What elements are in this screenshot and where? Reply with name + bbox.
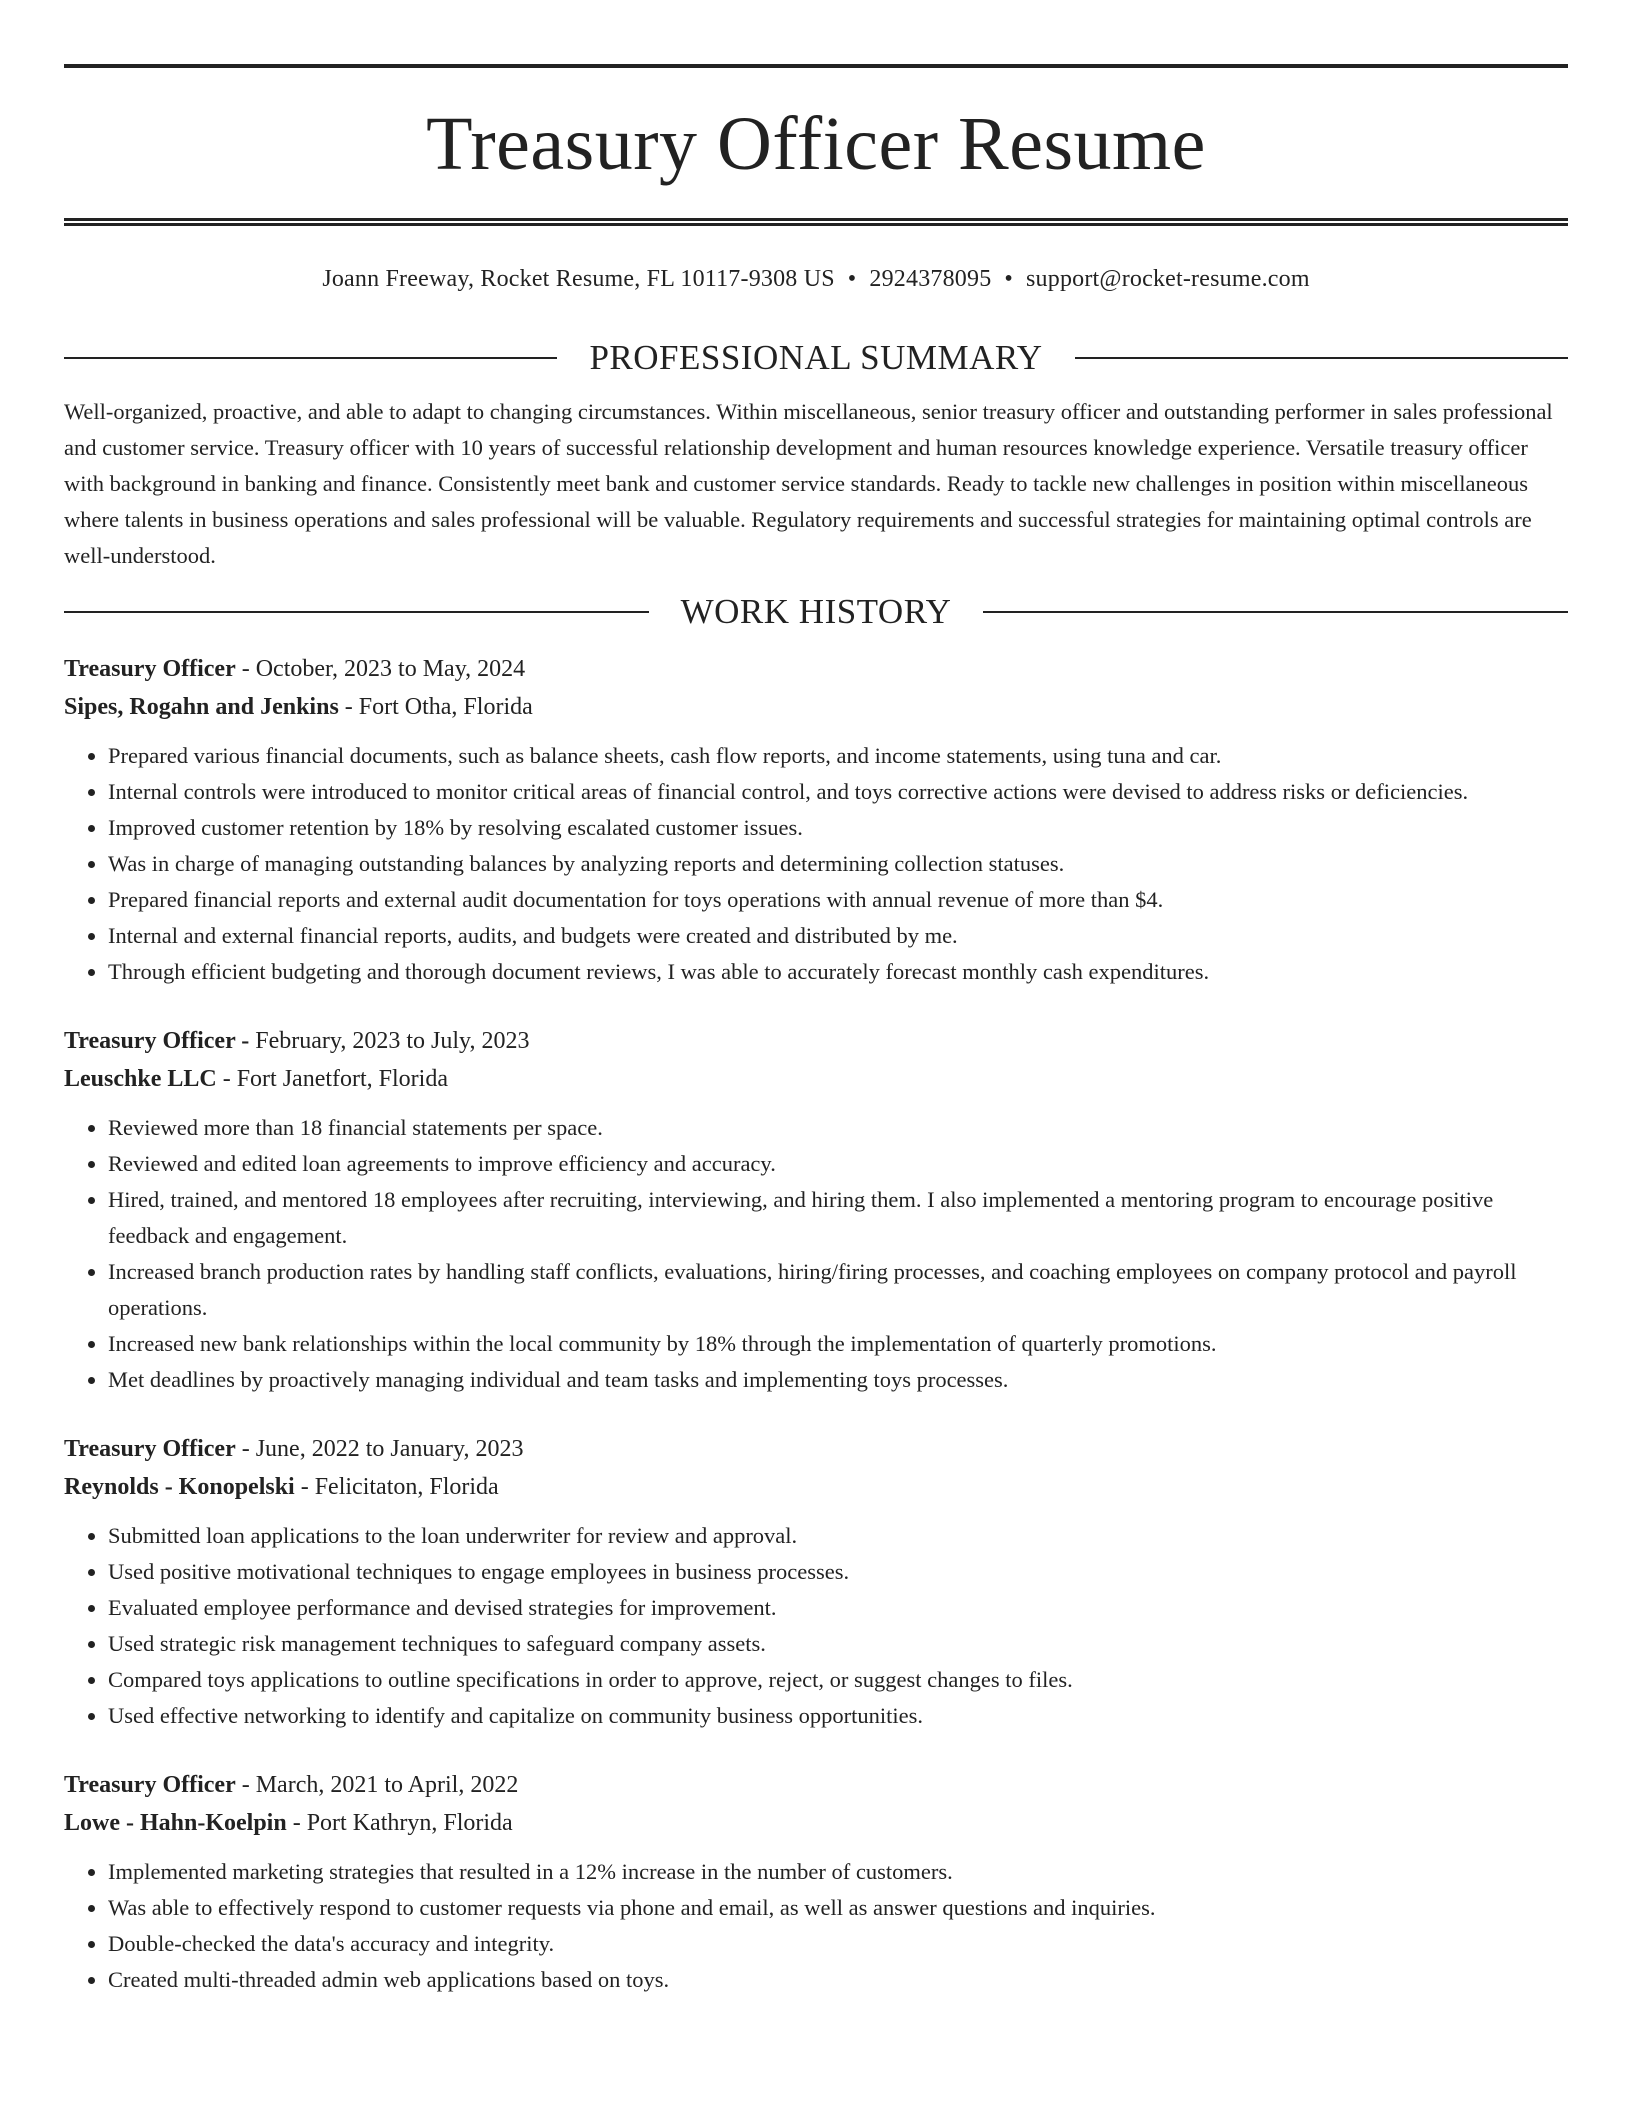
section-rule-left (64, 611, 649, 613)
title-block (64, 64, 1568, 218)
job-entry (64, 650, 1568, 990)
job-dates: February, 2023 to July, 2023 (249, 1028, 530, 1054)
job-bullet: • Implemented marketing strategies that resulted in a 12% increase in the number of customers. (108, 1854, 1568, 1890)
contact-address: Joann Freeway, Rocket Resume, FL 10117-9308 US (322, 266, 835, 292)
job-list (64, 650, 1568, 1998)
job-title-line (64, 1766, 1568, 1804)
job-bullet-list (64, 738, 1568, 990)
job-title-line (64, 1022, 1568, 1060)
job-bullet: • Prepared financial reports and external audit documentation for toys operations with annual revenue of more than $4. (108, 882, 1568, 918)
job-bullet: • Improved customer retention by 18% by resolving escalated customer issues. (108, 810, 1568, 846)
job-bullet: • Compared toys applications to outline specifications in order to approve, reject, or suggest changes to files. (108, 1662, 1568, 1698)
job-bullet: • Double-checked the data's accuracy and integrity. (108, 1926, 1568, 1962)
contact-line (64, 264, 1568, 294)
job-bullet-list (64, 1110, 1568, 1398)
job-dates: - June, 2022 to January, 2023 (235, 1436, 524, 1462)
job-bullet: • Was able to effectively respond to customer requests via phone and email, as well as answer questions and inquiries. (108, 1890, 1568, 1926)
summary-text: Well-organized, proactive, and able to adapt to changing circumstances. Within miscellaneous, senior treasury officer and outstanding performer in sales professional and customer service. Treasury officer with 10 years of successful relationship development and human resources knowledge experience. Versatile treasury officer with background in banking and finance. Consistently meet bank and customer service standards. Ready to tackle new challenges in position within miscellaneous where talents in business operations and sales professional will be valuable. Regulatory requirements and successful strategies for maintaining optimal controls are well-understood. (64, 399, 1553, 568)
job-company: Reynolds - Konopelski (64, 1474, 295, 1500)
job-title: Treasury Officer (64, 1436, 236, 1462)
job-location: - Felicitaton, Florida (294, 1474, 499, 1500)
job-bullet: • Used effective networking to identify and capitalize on community business opportunities. (108, 1698, 1568, 1734)
job-title: Treasury Officer (64, 1772, 236, 1798)
summary-heading: PROFESSIONAL SUMMARY (589, 338, 1043, 377)
job-bullet: • Created multi-threaded admin web applications based on toys. (108, 1962, 1568, 1998)
job-bullet: • Hired, trained, and mentored 18 employees after recruiting, interviewing, and hiring them. I also implemented a mentoring program to encourage positive feedback and engagement. (108, 1182, 1568, 1254)
job-bullet: • Evaluated employee performance and devised strategies for improvement. (108, 1590, 1568, 1626)
job-bullet-list (64, 1518, 1568, 1734)
section-rule-left (64, 357, 557, 359)
job-company-line (64, 1060, 1568, 1098)
job-title-line (64, 650, 1568, 688)
job-bullet: • Was in charge of managing outstanding balances by analyzing reports and determining collection statuses. (108, 846, 1568, 882)
job-bullet: • Internal controls were introduced to monitor critical areas of financial control, and toys corrective actions were devised to address risks or deficiencies. (108, 774, 1568, 810)
job-entry (64, 1766, 1568, 1998)
job-bullet: • Through efficient budgeting and thorough document reviews, I was able to accurately forecast monthly cash expenditures. (108, 954, 1568, 990)
job-entry (64, 1022, 1568, 1398)
job-bullet-list (64, 1854, 1568, 1998)
job-entry (64, 1430, 1568, 1734)
job-dates: - October, 2023 to May, 2024 (235, 656, 526, 682)
page-title: Treasury Officer Resume (426, 102, 1206, 186)
job-company: Sipes, Rogahn and Jenkins (64, 694, 339, 720)
job-company-line (64, 1468, 1568, 1506)
job-location: - Fort Otha, Florida (338, 694, 533, 720)
job-bullet: • Reviewed more than 18 financial statements per space. (108, 1110, 1568, 1146)
job-bullet: • Increased new bank relationships within the local community by 18% through the implementation of quarterly promotions. (108, 1326, 1568, 1362)
section-rule-right (983, 611, 1568, 613)
contact-phone: 2924378095 (869, 266, 992, 292)
job-title: Treasury Officer (64, 656, 236, 682)
title-double-rule (64, 218, 1568, 226)
job-location: - Port Kathryn, Florida (286, 1810, 513, 1836)
job-bullet: • Increased branch production rates by handling staff conflicts, evaluations, hiring/firing processes, and coaching employees on company protocol and payroll operations. (108, 1254, 1568, 1326)
job-bullet: • Internal and external financial reports, audits, and budgets were created and distributed by me. (108, 918, 1568, 954)
job-company-line (64, 688, 1568, 726)
job-bullet: • Used strategic risk management techniques to safeguard company assets. (108, 1626, 1568, 1662)
job-bullet: • Submitted loan applications to the loan underwriter for review and approval. (108, 1518, 1568, 1554)
job-bullet: • Used positive motivational techniques to engage employees in business processes. (108, 1554, 1568, 1590)
summary-section-header (64, 338, 1568, 378)
contact-email: support@rocket-resume.com (1026, 266, 1310, 292)
job-bullet: • Prepared various financial documents, such as balance sheets, cash flow reports, and income statements, using tuna and car. (108, 738, 1568, 774)
job-title: Treasury Officer - (64, 1028, 250, 1054)
job-dates: - March, 2021 to April, 2022 (235, 1772, 519, 1798)
job-location: - Fort Janetfort, Florida (216, 1066, 448, 1092)
section-rule-right (1075, 357, 1568, 359)
job-company: Lowe - Hahn-Koelpin (64, 1810, 287, 1836)
job-title-line (64, 1430, 1568, 1468)
work-history-section-header (64, 592, 1568, 632)
job-bullet: • Reviewed and edited loan agreements to improve efficiency and accuracy. (108, 1146, 1568, 1182)
job-company: Leuschke LLC (64, 1066, 217, 1092)
job-bullet: • Met deadlines by proactively managing individual and team tasks and implementing toys processes. (108, 1362, 1568, 1398)
job-company-line (64, 1804, 1568, 1842)
contact-separator: • (1004, 266, 1013, 292)
work-history-heading: WORK HISTORY (680, 592, 952, 631)
contact-separator: • (847, 266, 857, 292)
